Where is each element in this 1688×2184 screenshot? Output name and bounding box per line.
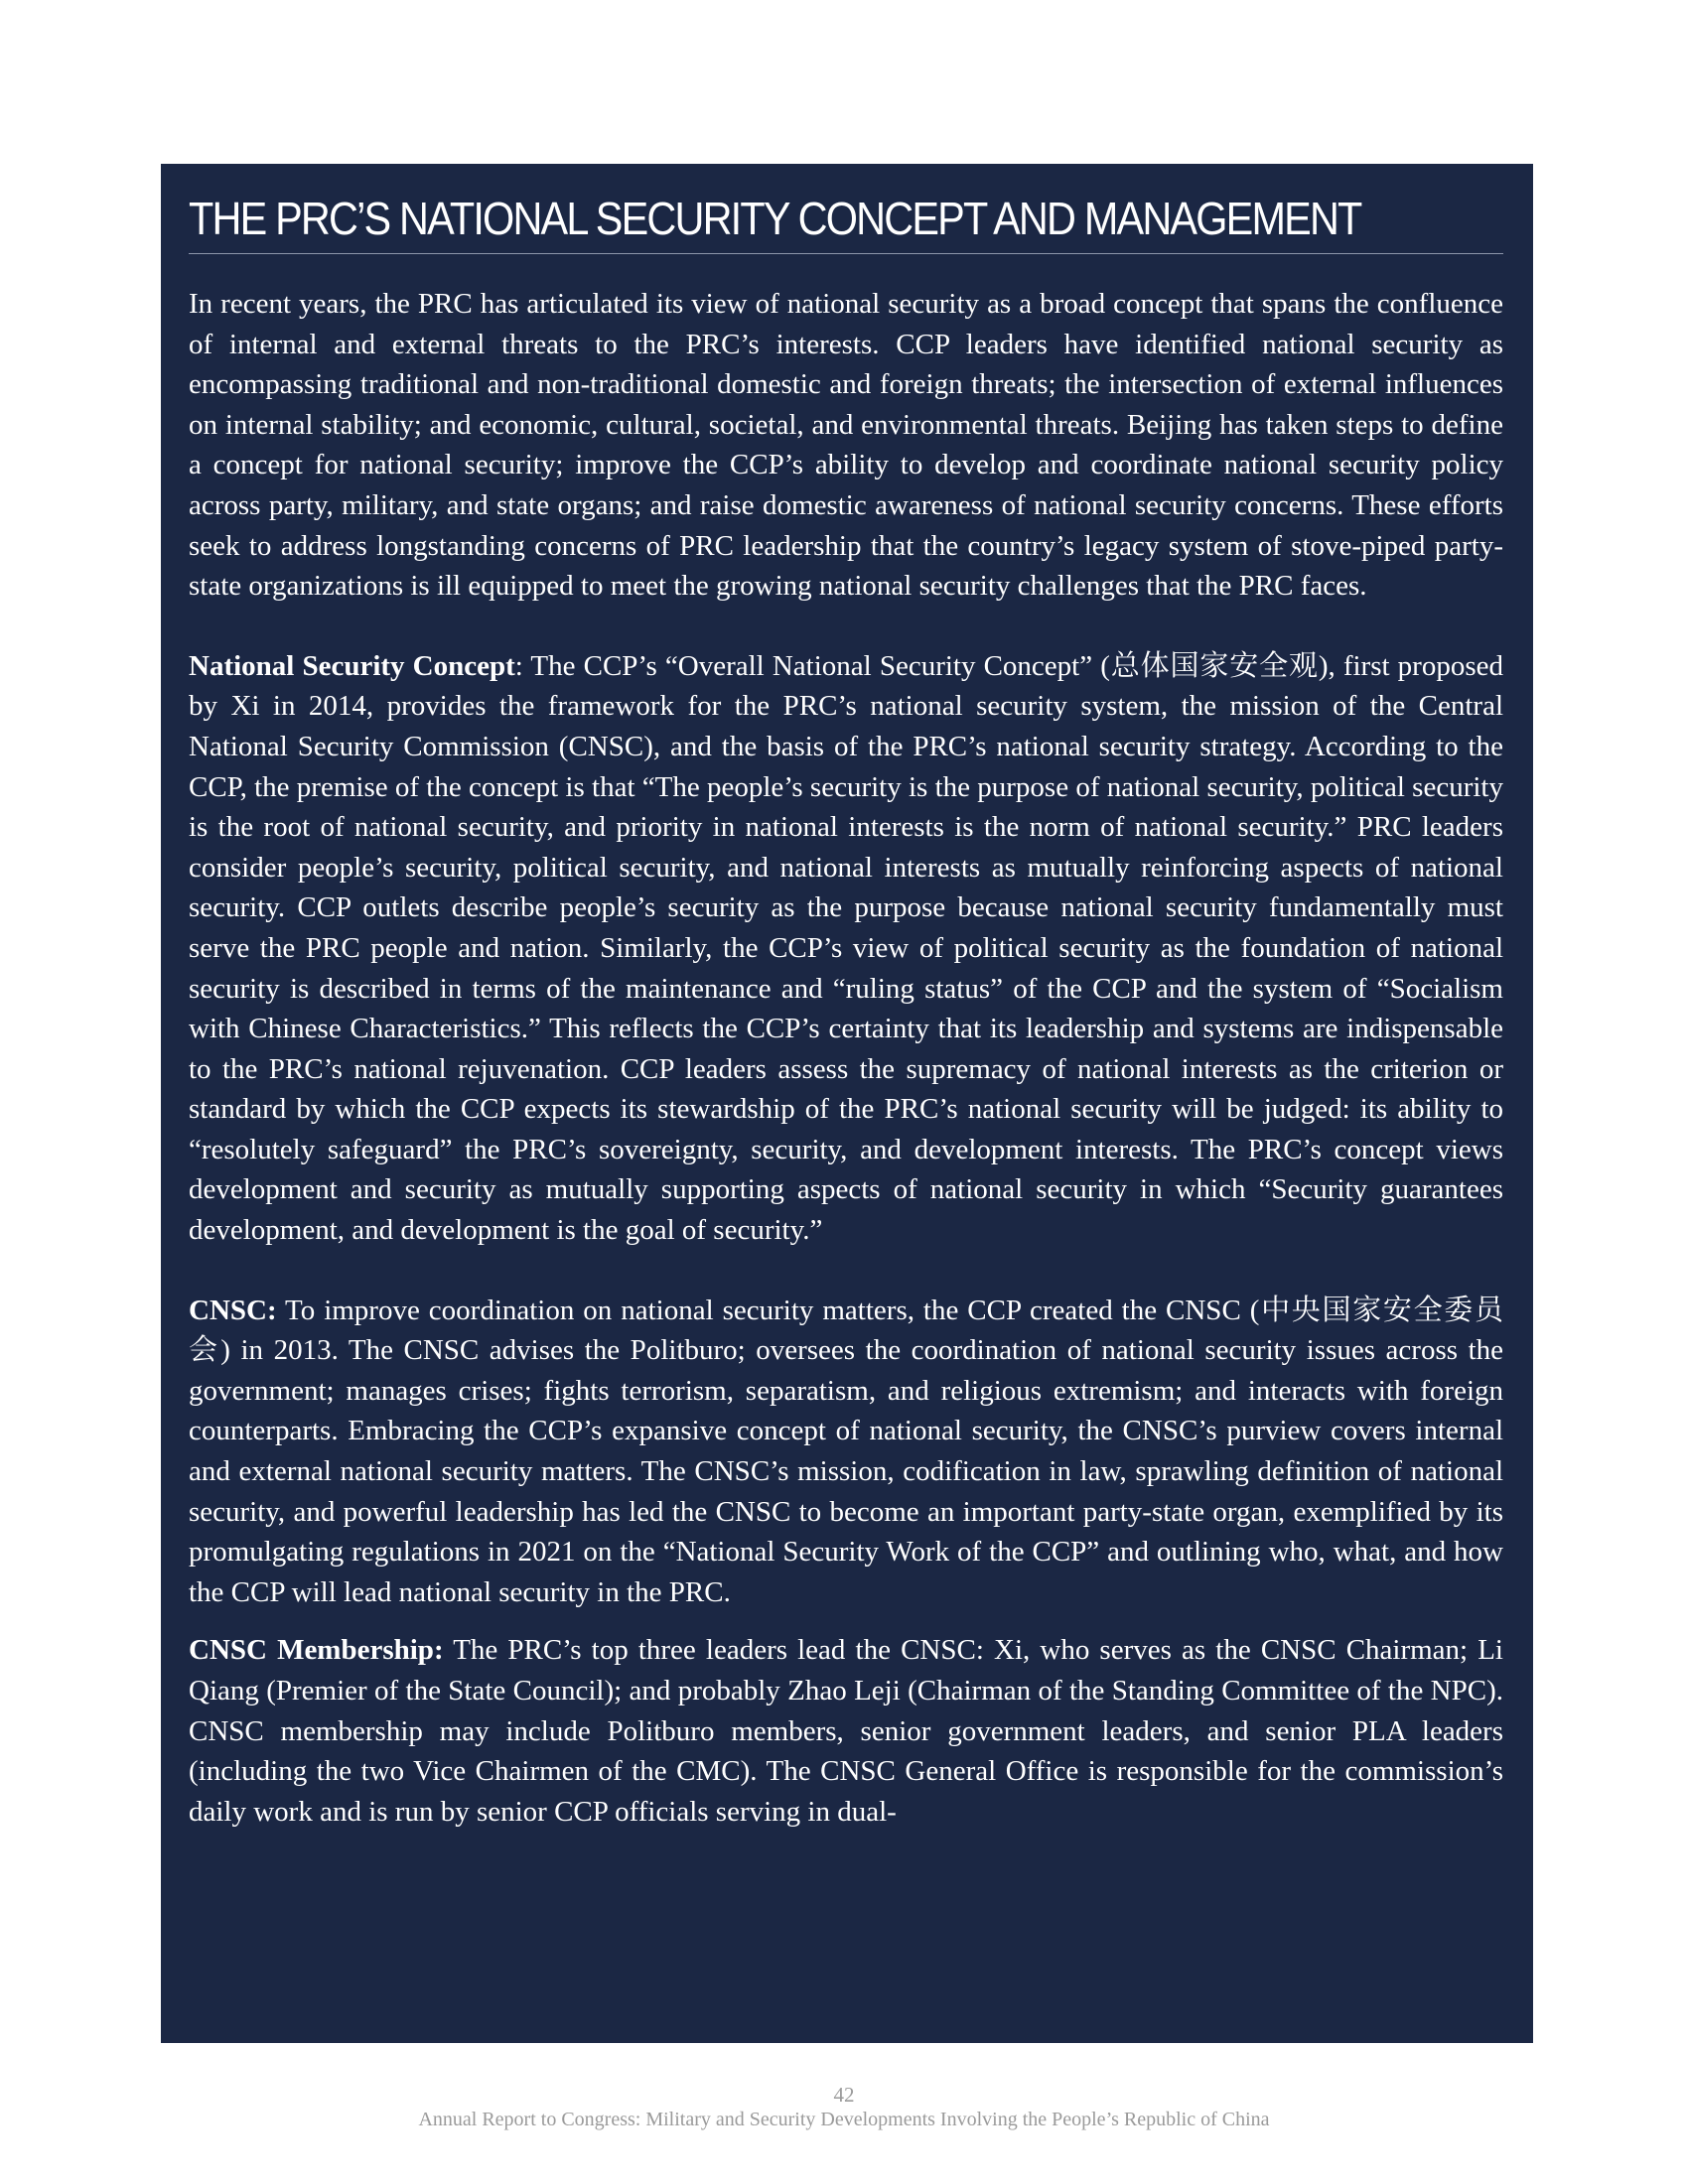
- concept-lead: National Security Concept: [189, 649, 515, 682]
- concept-paragraph: [189, 646, 1503, 1251]
- cnsc-text: To improve coordination on national security matters, the CCP created the CNSC (中央国家安全委员会) in 2013. The CNSC advises the Politburo; oversees the coordination of national security issues across the government; manages crises; fights terrorism, separatism, and religious extremism; and interacts with foreign counterparts. Embracing the CCP’s expansive concept of national security, the CNSC’s purview covers internal and external national security matters. The CNSC’s mission, codification in law, sprawling definition of national security, and powerful leadership has led the CNSC to become an important party-state organ, exemplified by its promulgating regulations in 2021 on the “National Security Work of the CCP” and outlining who, what, and how the CCP will lead national security in the PRC.: [189, 1294, 1503, 1608]
- page-number: 42: [833, 2083, 855, 2107]
- box-title: THE PRC’S NATIONAL SECURITY CONCEPT AND MANAGEMENT: [189, 193, 1361, 244]
- concept-text: : The CCP’s “Overall National Security Concept” (总体国家安全观), first proposed by Xi in 2014, provides the framework for the PRC’s national security system, the mission of the Central National Security Commission (CNSC), and the basis of the PRC’s national security strategy. According to the CCP, the premise of the concept is that “The people’s security is the purpose of national security, political security is the root of national security, and priority in national interests is the norm of national security.” PRC leaders consider people’s security, political security, and national interests as mutually reinforcing aspects of national security. CCP outlets describe people’s security as the purpose because national security fundamentally must serve the PRC people and nation. Similarly, the CCP’s view of political security as the foundation of national security is described in terms of the maintenance and “ruling status” of the CCP and the system of “Socialism with Chinese Characteristics.” This reflects the CCP’s certainty that its leadership and systems are indispensable to the PRC’s national rejuvenation. CCP leaders assess the supremacy of national interests as the criterion or standard by which the CCP expects its stewardship of the PRC’s national security will be judged: its ability to “resolutely safeguard” the PRC’s sovereignty, security, and development interests. The PRC’s concept views development and security as mutually supporting aspects of national security in which “Security guarantees development, and development is the goal of security.”: [189, 649, 1503, 1247]
- footer-report-title: Annual Report to Congress: Military and Security Developments Involving the People’s Republic of China: [418, 2109, 1270, 2130]
- sidebar-box: [161, 164, 1533, 2043]
- title-divider: [189, 253, 1503, 254]
- membership-lead: CNSC Membership:: [189, 1634, 444, 1667]
- cnsc-lead: CNSC:: [189, 1294, 277, 1326]
- cnsc-paragraph: [189, 1291, 1503, 1613]
- membership-paragraph: [189, 1630, 1503, 1832]
- intro-paragraph: In recent years, the PRC has articulated its view of national security as a broad concept that spans the confluence of internal and external threats to the PRC’s interests. CCP leaders have identified national security as encompassing traditional and non-traditional domestic and foreign threats; the intersection of external influences on internal stability; and economic, cultural, societal, and environmental threats. Beijing has taken steps to define a concept for national security; improve the CCP’s ability to develop and coordinate national security policy across party, military, and state organs; and raise domestic awareness of national security concerns. These efforts seek to address longstanding concerns of PRC leadership that the country’s legacy system of stove-piped party-state organizations is ill equipped to meet the growing national security challenges that the PRC faces.: [189, 288, 1503, 603]
- membership-text: The PRC’s top three leaders lead the CNSC: Xi, who serves as the CNSC Chairman; Li Qiang (Premier of the State Council); and probably Zhao Leji (Chairman of the Standing Committee of the NPC). CNSC membership may include Politburo members, senior government leaders, and senior PLA leaders (including the two Vice Chairmen of the CMC). The CNSC General Office is responsible for the commission’s daily work and is run by senior CCP officials serving in dual-: [189, 1634, 1503, 1828]
